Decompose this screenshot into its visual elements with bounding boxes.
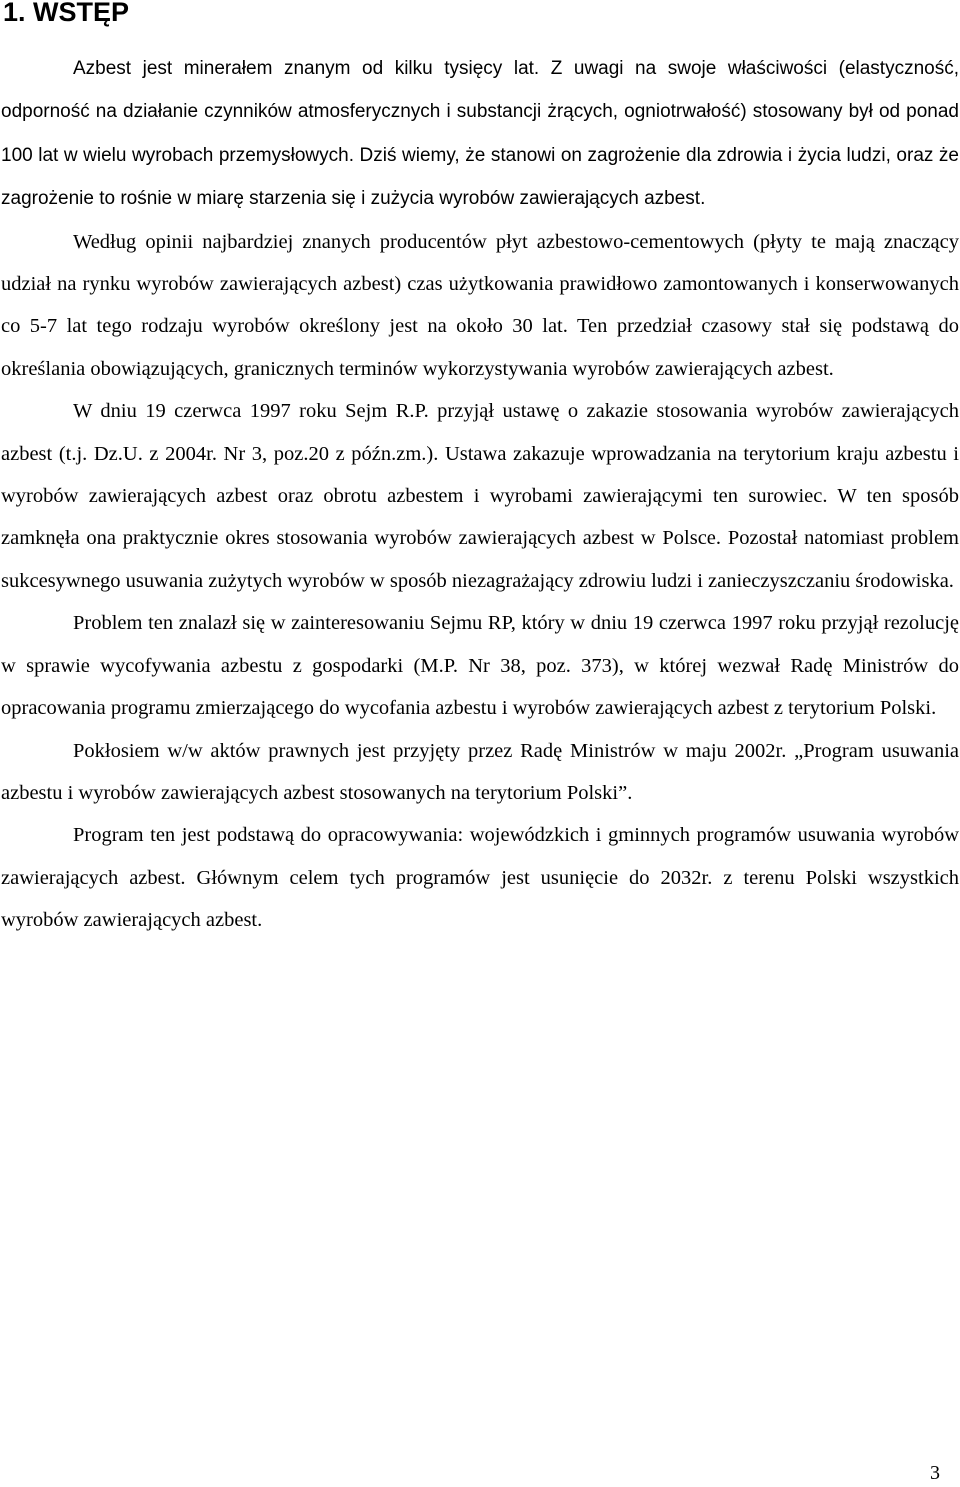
body-text [1, 47, 959, 942]
paragraph-1-text: Azbest jest minerałem znanym od kilku tysięcy lat. Z uwagi na swoje właściwości (elastyczność, odporność na działanie czynników atmosferycznych i substancji żrących, ogniotrwałość) stosowany był od ponad 100 lat w wielu wyrobach przemysłowych. Dziś wiemy, że stanowi on zagrożenie dla zdrowia i życia ludzi, oraz że zagrożenie to rośnie w miarę starzenia się i zużycia wyrobów zawierających azbest. [1, 58, 959, 210]
section-heading: 1. WSTĘP [3, 0, 130, 27]
paragraph-1 [1, 47, 959, 221]
page-number: 3 [930, 1462, 940, 1484]
paragraph-3: W dniu 19 czerwca 1997 roku Sejm R.P. przyjął ustawę o zakazie stosowania wyrobów zawierających azbest (t.j. Dz.U. z 2004r. Nr 3, poz.20 z późn.zm.). Ustawa zakazuje wprowadzania na terytorium kraju azbestu i wyrobów zawierających azbest oraz obrotu azbestem i wyrobami zawierającymi ten surowiec. W ten sposób zamknęła ona praktycznie okres stosowania wyrobów zawierających azbest w Polsce. Pozostał natomiast problem sukcesywnego usuwania zużytych wyrobów w sposób niezagrażający zdrowiu ludzi i zanieczyszczaniu środowiska. [1, 400, 959, 592]
paragraph-5: Pokłosiem w/w aktów prawnych jest przyjęty przez Radę Ministrów w maju 2002r. „Program usuwania azbestu i wyrobów zawierających azbest stosowanych na terytorium Polski”. [1, 739, 959, 804]
paragraph-2: Według opinii najbardziej znanych producentów płyt azbestowo-cementowych (płyty te mają znaczący udział na rynku wyrobów zawierających azbest) czas użytkowania prawidłowo zamontowanych i konserwowanych co 5-7 lat tego rodzaju wyrobów określony jest na około 30 lat. Ten przedział czasowy stał się podstawą do określania obowiązujących, granicznych terminów wykorzystywania wyrobów zawierających azbest. [1, 230, 959, 380]
paragraph-6: Program ten jest podstawą do opracowywania: wojewódzkich i gminnych programów usuwania wyrobów zawierających azbest. Głównym celem tych programów jest usunięcie do 2032r. z terenu Polski wszystkich wyrobów zawierających azbest. [1, 824, 959, 932]
paragraph-4: Problem ten znalazł się w zainteresowaniu Sejmu RP, który w dniu 19 czerwca 1997 roku przyjął rezolucję w sprawie wycofywania azbestu z gospodarki (M.P. Nr 38, poz. 373), w której wezwał Radę Ministrów do opracowania programu zmierzającego do wycofania azbestu i wyrobów zawierających azbest z terytorium Polski. [1, 612, 959, 720]
